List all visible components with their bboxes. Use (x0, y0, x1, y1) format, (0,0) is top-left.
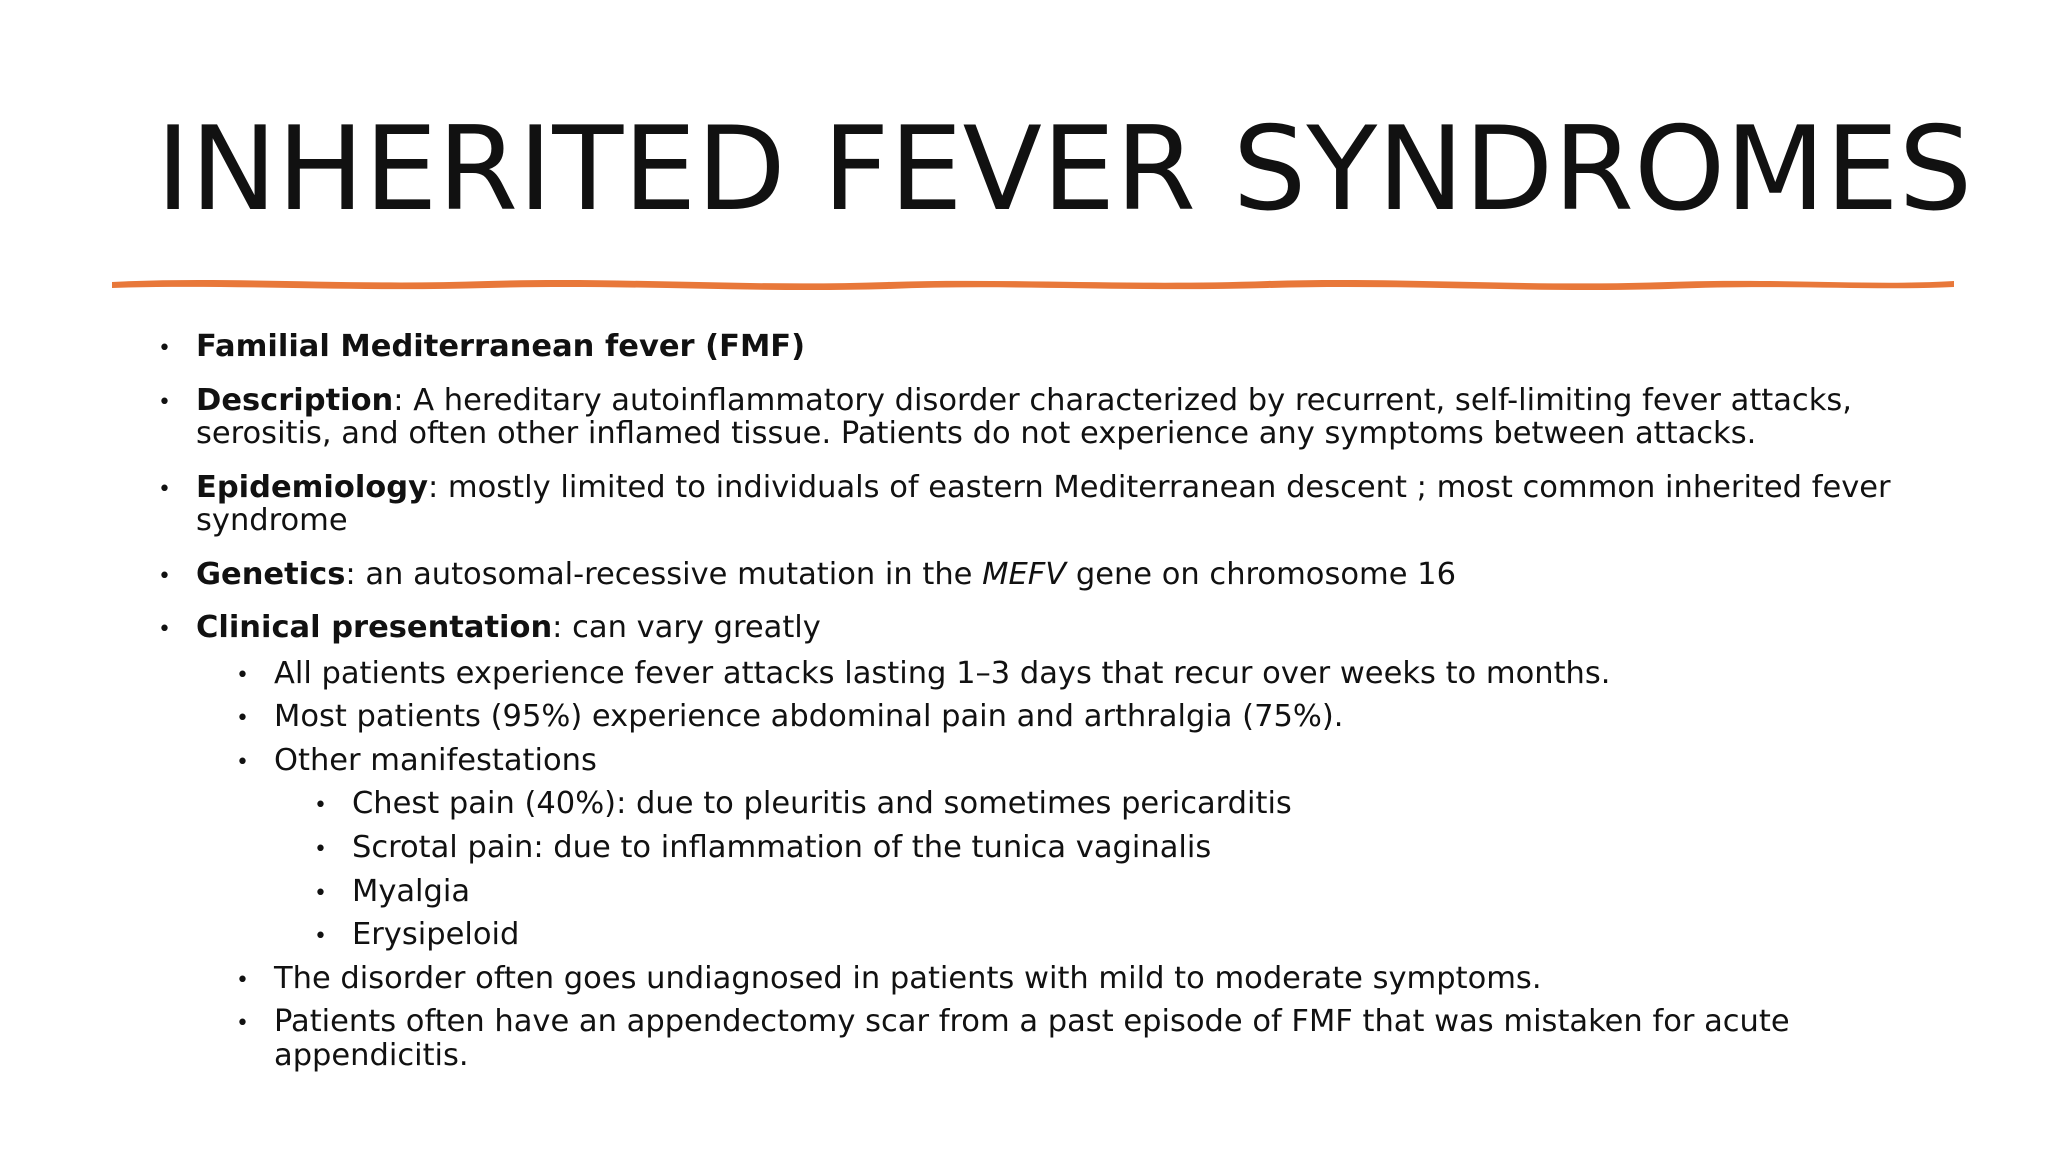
list-item-epidemiology (148, 471, 1928, 538)
title-underline-brush (108, 272, 1958, 296)
epidemiology-text: : mostly limited to individuals of eastern Mediterranean descent ; most common inherited fever syndrome (196, 469, 1891, 539)
list-item-genetics (148, 558, 1928, 592)
fmf-heading: Familial Mediterranean fever (FMF) (196, 329, 806, 364)
clinical-label: Clinical presentation (196, 610, 553, 646)
sub-item-abdominal (226, 700, 1928, 734)
clinical-sublist (196, 657, 1928, 1072)
clinical-text: : can vary greatly (552, 610, 821, 646)
epidemiology-label: Epidemiology (196, 469, 428, 505)
bullet-dot: • (236, 662, 249, 688)
description-label: Description (196, 382, 394, 418)
sub-sub-item-scrotal (304, 831, 1928, 865)
fever-text: All patients experience fever attacks lasting 1–3 days that recur over weeks to months. (274, 655, 1611, 691)
bullet-dot: • (314, 880, 327, 906)
other-text: Other manifestations (274, 742, 597, 778)
list-item-clinical (148, 611, 1928, 1072)
slide-title: INHERITED FEVER SYNDROMES (156, 102, 1973, 237)
slide-body (148, 330, 1928, 1082)
sub-item-other (226, 744, 1928, 952)
sub-sub-item-myalgia (304, 875, 1928, 909)
bullet-dot: • (314, 837, 327, 863)
genetics-text-after: gene on chromosome 16 (1066, 556, 1456, 592)
abdominal-text: Most patients (95%) experience abdominal pain and arthralgia (75%). (274, 699, 1344, 735)
appendectomy-text: Patients often have an appendectomy scar from a past episode of FMF that was mistaken for acute appendicitis. (274, 1004, 1790, 1073)
bullet-dot: • (236, 967, 249, 993)
chest-text: Chest pain (40%): due to pleuritis and sometimes pericarditis (352, 786, 1292, 822)
sub-item-undiagnosed (226, 962, 1928, 996)
sub-item-fever (226, 657, 1928, 691)
bullet-dot: • (158, 476, 171, 502)
sub-sub-item-erysipeloid (304, 918, 1928, 952)
list-item-fmf (148, 330, 1928, 364)
bullet-dot: • (158, 563, 171, 589)
bullet-dot: • (236, 1011, 249, 1037)
bullet-dot: • (236, 706, 249, 732)
list-item-description (148, 384, 1928, 451)
undiagnosed-text: The disorder often goes undiagnosed in patients with mild to moderate symptoms. (274, 960, 1542, 996)
bullet-dot: • (158, 336, 171, 361)
bullet-dot: • (236, 749, 249, 775)
gene-name: MEFV (982, 556, 1067, 592)
bullet-dot: • (158, 389, 171, 415)
sub-item-appendectomy (226, 1005, 1928, 1072)
underline-stroke (112, 280, 1954, 290)
sub-sub-item-chest (304, 787, 1928, 821)
bullet-dot: • (158, 617, 171, 643)
bullet-dot: • (314, 793, 327, 819)
bullet-dot: • (314, 924, 327, 950)
erysipeloid-text: Erysipeloid (352, 917, 520, 953)
genetics-label: Genetics (196, 556, 346, 592)
other-sublist (274, 787, 1928, 951)
bullet-list (148, 330, 1928, 1072)
genetics-text-before: : an autosomal-recessive mutation in the (345, 556, 983, 592)
myalgia-text: Myalgia (352, 873, 471, 909)
description-text: : A hereditary autoinflammatory disorder characterized by recurrent, self-limiting fever attacks, serositis, and often other inflamed tissue. Patients do not experience any symptoms between attacks. (196, 382, 1852, 452)
scrotal-text: Scrotal pain: due to inflammation of the tunica vaginalis (352, 830, 1212, 866)
